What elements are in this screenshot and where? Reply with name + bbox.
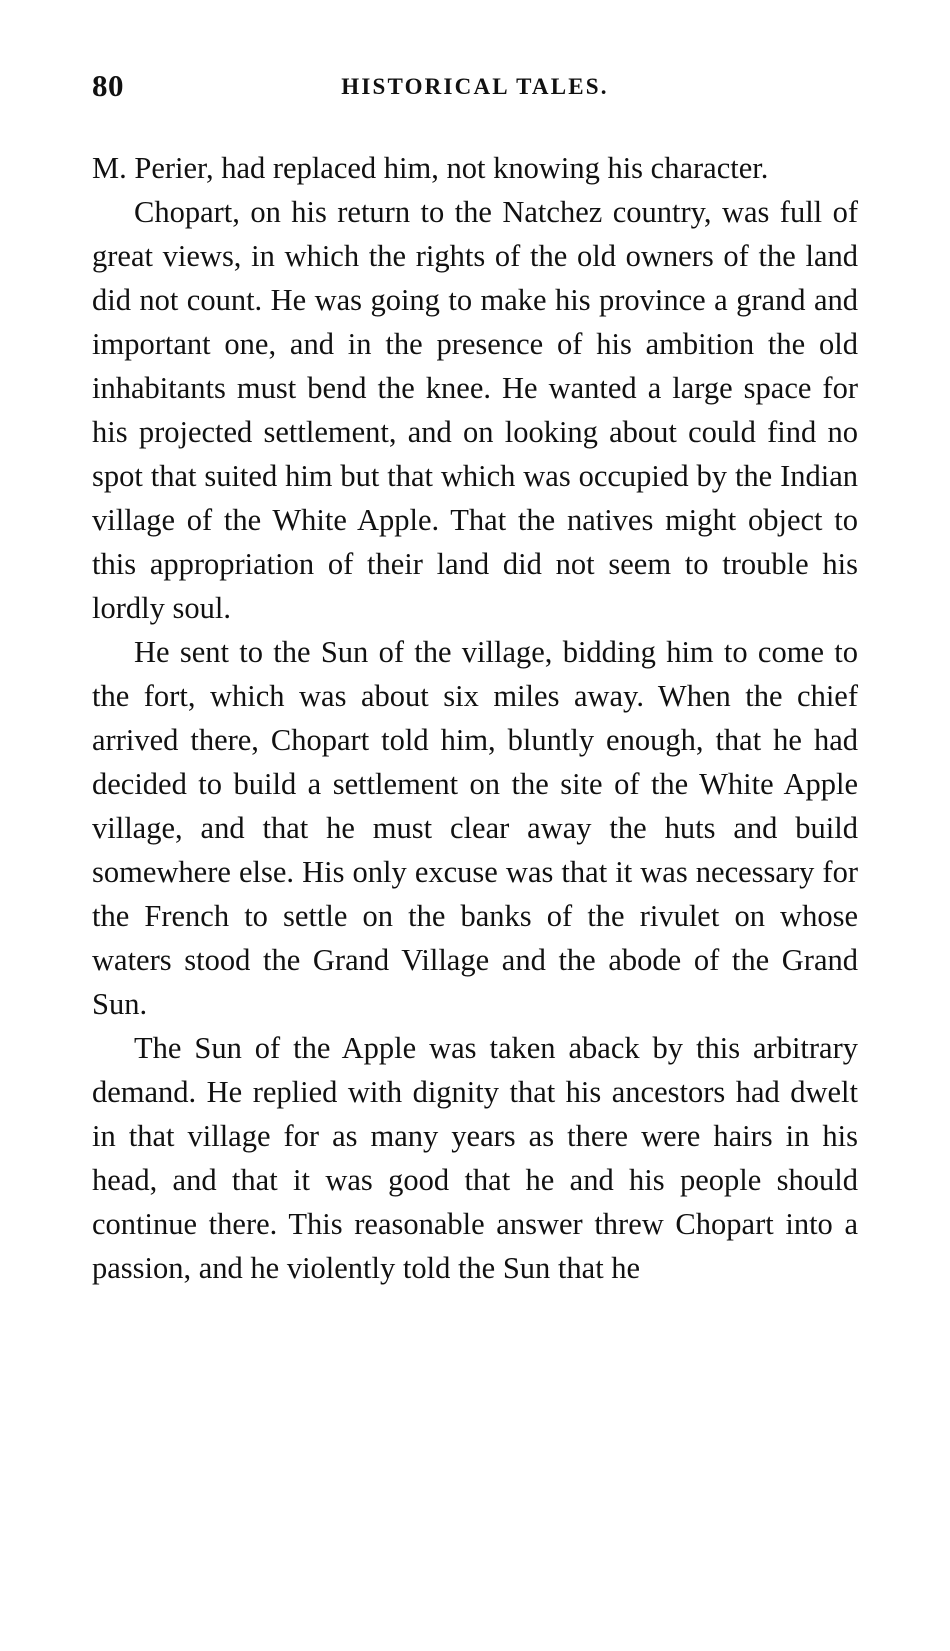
paragraph: He sent to the Sun of the village, bidding him to come to the fort, which was about six miles away. When the chief arrived there, Chopart told him, bluntly enough, that he had decided to build a settlement on the site of the White Apple village, and that he must clear away the huts and build somewhere else. His only excuse was that it was necessary for the French to settle on the banks of the rivulet on whose waters stood the Grand Village and the abode of the Grand Sun. [92,635,858,1021]
paragraph: The Sun of the Apple was taken aback by this arbitrary demand. He replied with dignity that his ancestors had dwelt in that village for as many years as there were hairs in his head, and that it was good that he and his people should continue there. This reasonable answer threw Chopart into a passion, and he violently told the Sun that he [92,1031,858,1285]
page-body [92,146,858,1290]
page-header [92,68,858,124]
paragraph: M. Perier, had replaced him, not knowing his character. [92,151,769,185]
paragraph: Chopart, on his return to the Natchez country, was full of great views, in which the rights of the old owners of the land did not count. He was going to make his province a grand and important one, and in the presence of his ambition the old inhabitants must bend the knee. He wanted a large space for his projected settlement, and on looking about could find no spot that suited him but that which was occupied by the Indian village of the White Apple. That the natives might object to this appropriation of their land did not seem to trouble his lordly soul. [92,195,858,625]
running-head: HISTORICAL TALES. [341,74,609,99]
page-number: 80 [92,68,124,103]
